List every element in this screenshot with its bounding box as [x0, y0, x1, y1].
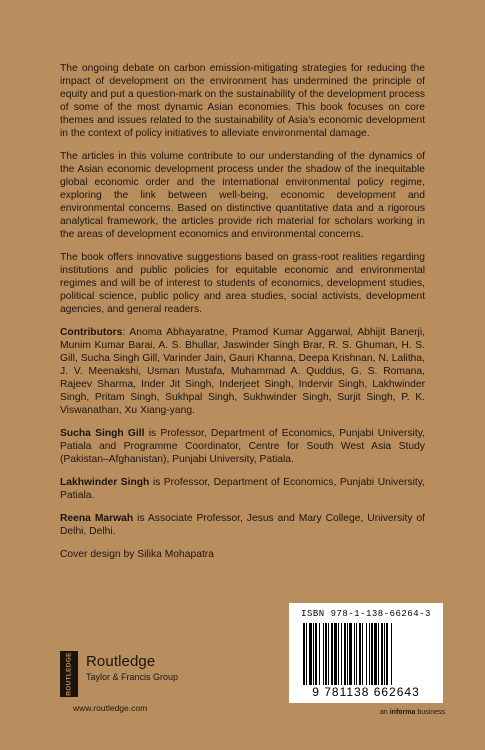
- barcode-bar: [313, 623, 314, 685]
- informa-business-note: [380, 709, 445, 716]
- barcode-bar: [366, 623, 367, 685]
- barcode-bar: [356, 623, 357, 685]
- barcode-bar: [391, 623, 392, 685]
- contributors-label: Contributors: [60, 327, 123, 338]
- editor-bio-2: [60, 476, 425, 502]
- contributors-list: : Anoma Abhayaratne, Pramod Kumar Aggarwal, Abhijit Banerji, Munim Kumar Barai, A. S. Bhullar, Jaswinder Singh Brar, R. S. Ghuman, H. S. Gill, Sucha Singh Gill, Varinder Jain, Gauri Khanna, Deepa Krishnan, N. Lalitha, J. V. Meenakshi, Usman Mustafa, Muhammad A. Quddus, G. S. Romana, Rajeev Sharma, Inder Jit Singh, Inderjeet Singh, Indervir Singh, Lakhwinder Singh, Pritam Singh, Sukhpal Singh, Sukhwinder Singh, Surjit Singh, P. K. Viswanathan, Xu Xiang-yang.: [60, 327, 425, 416]
- editor-bio-text-1: is Professor, Department of Economics, Punjabi University, Patiala and Programme Coordinator, Centre for South West Asia Study (Pakistan–Afghanistan), Punjabi University, Patiala.: [60, 428, 426, 465]
- contributors-paragraph: [60, 326, 425, 417]
- back-cover-text: [60, 62, 425, 571]
- informa-suffix: business: [415, 709, 445, 716]
- publisher-website: www.routledge.com: [73, 703, 148, 713]
- isbn-digits: 9 781138 662643: [312, 685, 420, 699]
- cover-design-credit: Cover design by Silika Mohapatra: [60, 549, 214, 560]
- isbn-barcode: [289, 603, 443, 703]
- editor-bio-3: [60, 512, 425, 538]
- editor-name-1: Sucha Singh Gill: [60, 428, 145, 439]
- informa-brand: informa: [389, 709, 416, 716]
- svg-text:ROUTLEDGE: ROUTLEDGE: [65, 652, 73, 696]
- editor-bio-text-3: is Associate Professor, Jesus and Mary College, University of Delhi, Delhi.: [60, 513, 426, 537]
- editor-name-3: Reena Marwah: [60, 513, 134, 524]
- barcode-bar: [369, 623, 370, 685]
- editor-bio-1: [60, 427, 425, 466]
- barcode-bar: [384, 623, 385, 685]
- barcode-bar: [334, 623, 337, 685]
- blurb-paragraph-3: The book offers innovative suggestions based on grass-root realities regarding institutions and public policies for equitable economic and environmental regimes and will be of interest to students of economics, development studies, political science, public policy and area studies, social activists, development agencies, and general readers.: [60, 252, 425, 315]
- barcode-bar: [371, 623, 373, 685]
- barcode-bar: [319, 623, 320, 685]
- barcode-bar: [315, 623, 317, 685]
- barcode-bar: [306, 623, 307, 685]
- barcode-bar: [381, 623, 383, 685]
- barcode-bar: [354, 623, 355, 685]
- barcode-bar: [328, 623, 329, 685]
- publisher-name: Routledge: [86, 653, 156, 670]
- routledge-mark-icon: [60, 651, 78, 697]
- barcode-bar: [323, 623, 324, 685]
- barcode-bar: [362, 623, 363, 685]
- barcode-bar: [338, 623, 339, 685]
- barcode-bar: [349, 623, 352, 685]
- barcode-bar: [309, 623, 312, 685]
- informa-prefix: an: [380, 709, 390, 716]
- editor-bio-text-2: is Professor, Department of Economics, Punjabi University, Patiala.: [60, 477, 425, 501]
- barcode-bar: [347, 623, 348, 685]
- barcode-bar: [359, 623, 361, 685]
- publisher-group: Taylor & Francis Group: [86, 672, 179, 682]
- barcode-bar: [341, 623, 342, 685]
- barcode-bars: [303, 623, 429, 685]
- barcode-bar: [303, 623, 305, 685]
- editor-name-2: Lakhwinder Singh: [60, 477, 150, 488]
- barcode-bar: [378, 623, 379, 685]
- barcode-bar: [386, 623, 388, 685]
- isbn-label: ISBN 978-1-138-66264-3: [301, 609, 431, 619]
- barcode-bar: [331, 623, 333, 685]
- blurb-paragraph-1: The ongoing debate on carbon emission-mitigating strategies for reducing the impact of development on the environment has undermined the principle of equity and put a question-mark on the sustainability of the development process of some of the most dynamic Asian economies. This book focuses on core themes and issues related to the sustainability of Asia’s economic development in the context of policy initiatives to alleviate environmental damage.: [60, 63, 425, 139]
- barcode-bar: [325, 623, 327, 685]
- barcode-bar: [344, 623, 346, 685]
- barcode-bar: [374, 623, 377, 685]
- blurb-paragraph-2: The articles in this volume contribute to our understanding of the dynamics of the Asian economic development process under the shadow of the inequitable global economic order and the international environmental policy regime, exploring the link between well-being, economic development and environmental concerns. Based on distinctive quantitative data and a rigorous analytical framework, the articles provide rich material for scholars working in the areas of development economics and environmental concerns.: [60, 151, 425, 240]
